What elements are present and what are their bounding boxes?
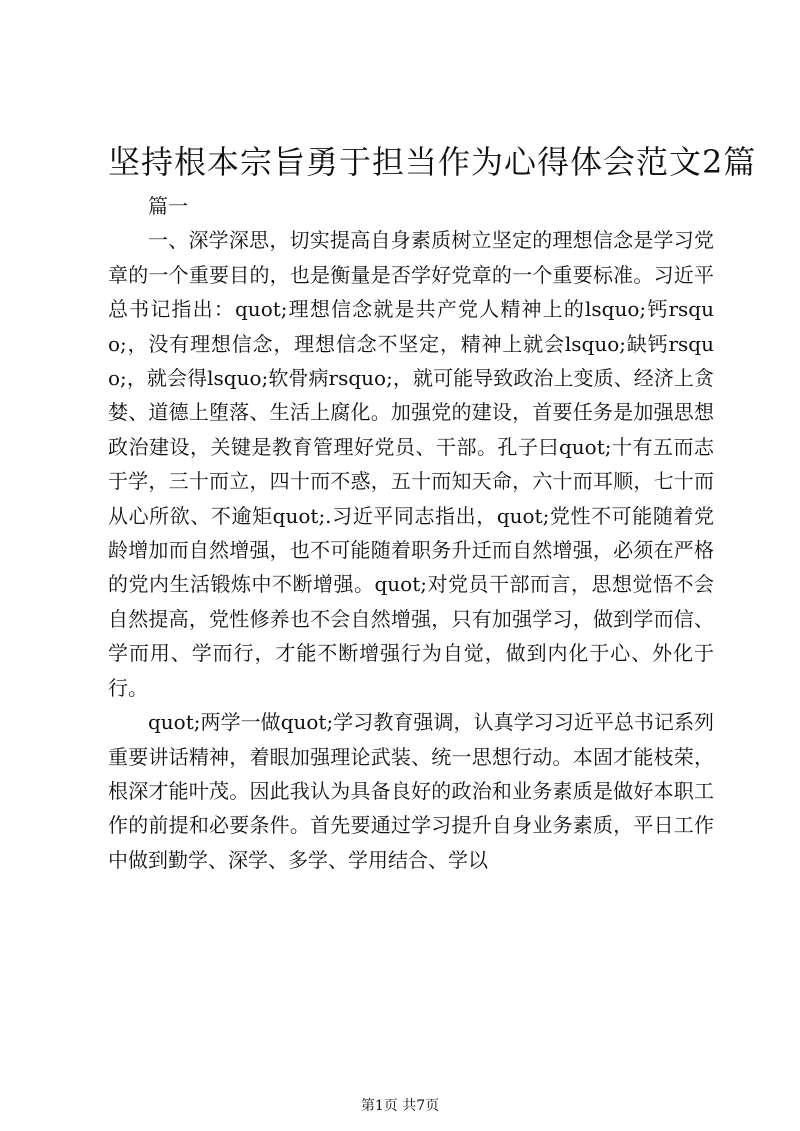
document-body: [108, 189, 714, 877]
page-footer: 第1页 共7页: [360, 1098, 440, 1114]
document-title: 坚持根本宗旨勇于担当作为心得体会范文2篇: [108, 143, 757, 181]
paragraph: quot;两学一做quot;学习教育强调，认真学习习近平总书记系列重要讲话精神，着眼加强理论武装、统一思想行动。本固才能枝荣，根深才能叶茂。因此我认为具备良好的政治和业务素质是做好本职工作的前提和必要条件。首先要通过学习提升自身业务素质，平日工作中做到勤学、深学、多学、学用结合、学以: [108, 710, 714, 872]
paragraph: 一、深学深思，切实提高自身素质树立坚定的理想信念是学习党章的一个重要目的，也是衡量是否学好党章的一个重要标准。习近平总书记指出：quot;理想信念就是共产党人精神上的lsquo;钙rsquo;，没有理想信念，理想信念不坚定，精神上就会lsquo;缺钙rsquo;，就会得lsquo;软骨病rsquo;，就可能导致政治上变质、经济上贪婪、道德上堕落、生活上腐化。加强党的建设，首要任务是加强思想政治建设，关键是教育管理好党员、干部。孔子曰quot;十有五而志于学，三十而立，四十而不惑，五十而知天命，六十而耳顺，七十而从心所欲、不逾矩quot;.习近平同志指出，quot;党性不可能随着党龄增加而自然增强，也不可能随着职务升迁而自然增强，必须在严格的党内生活锻炼中不断增强。quot;对党员干部而言，思想觉悟不会自然提高，党性修养也不会自然增强，只有加强学习，做到学而信、学而用、学而行，才能不断增强行为自觉，做到内化于心、外化于行。: [108, 228, 714, 700]
section-label: 篇一: [148, 194, 188, 218]
